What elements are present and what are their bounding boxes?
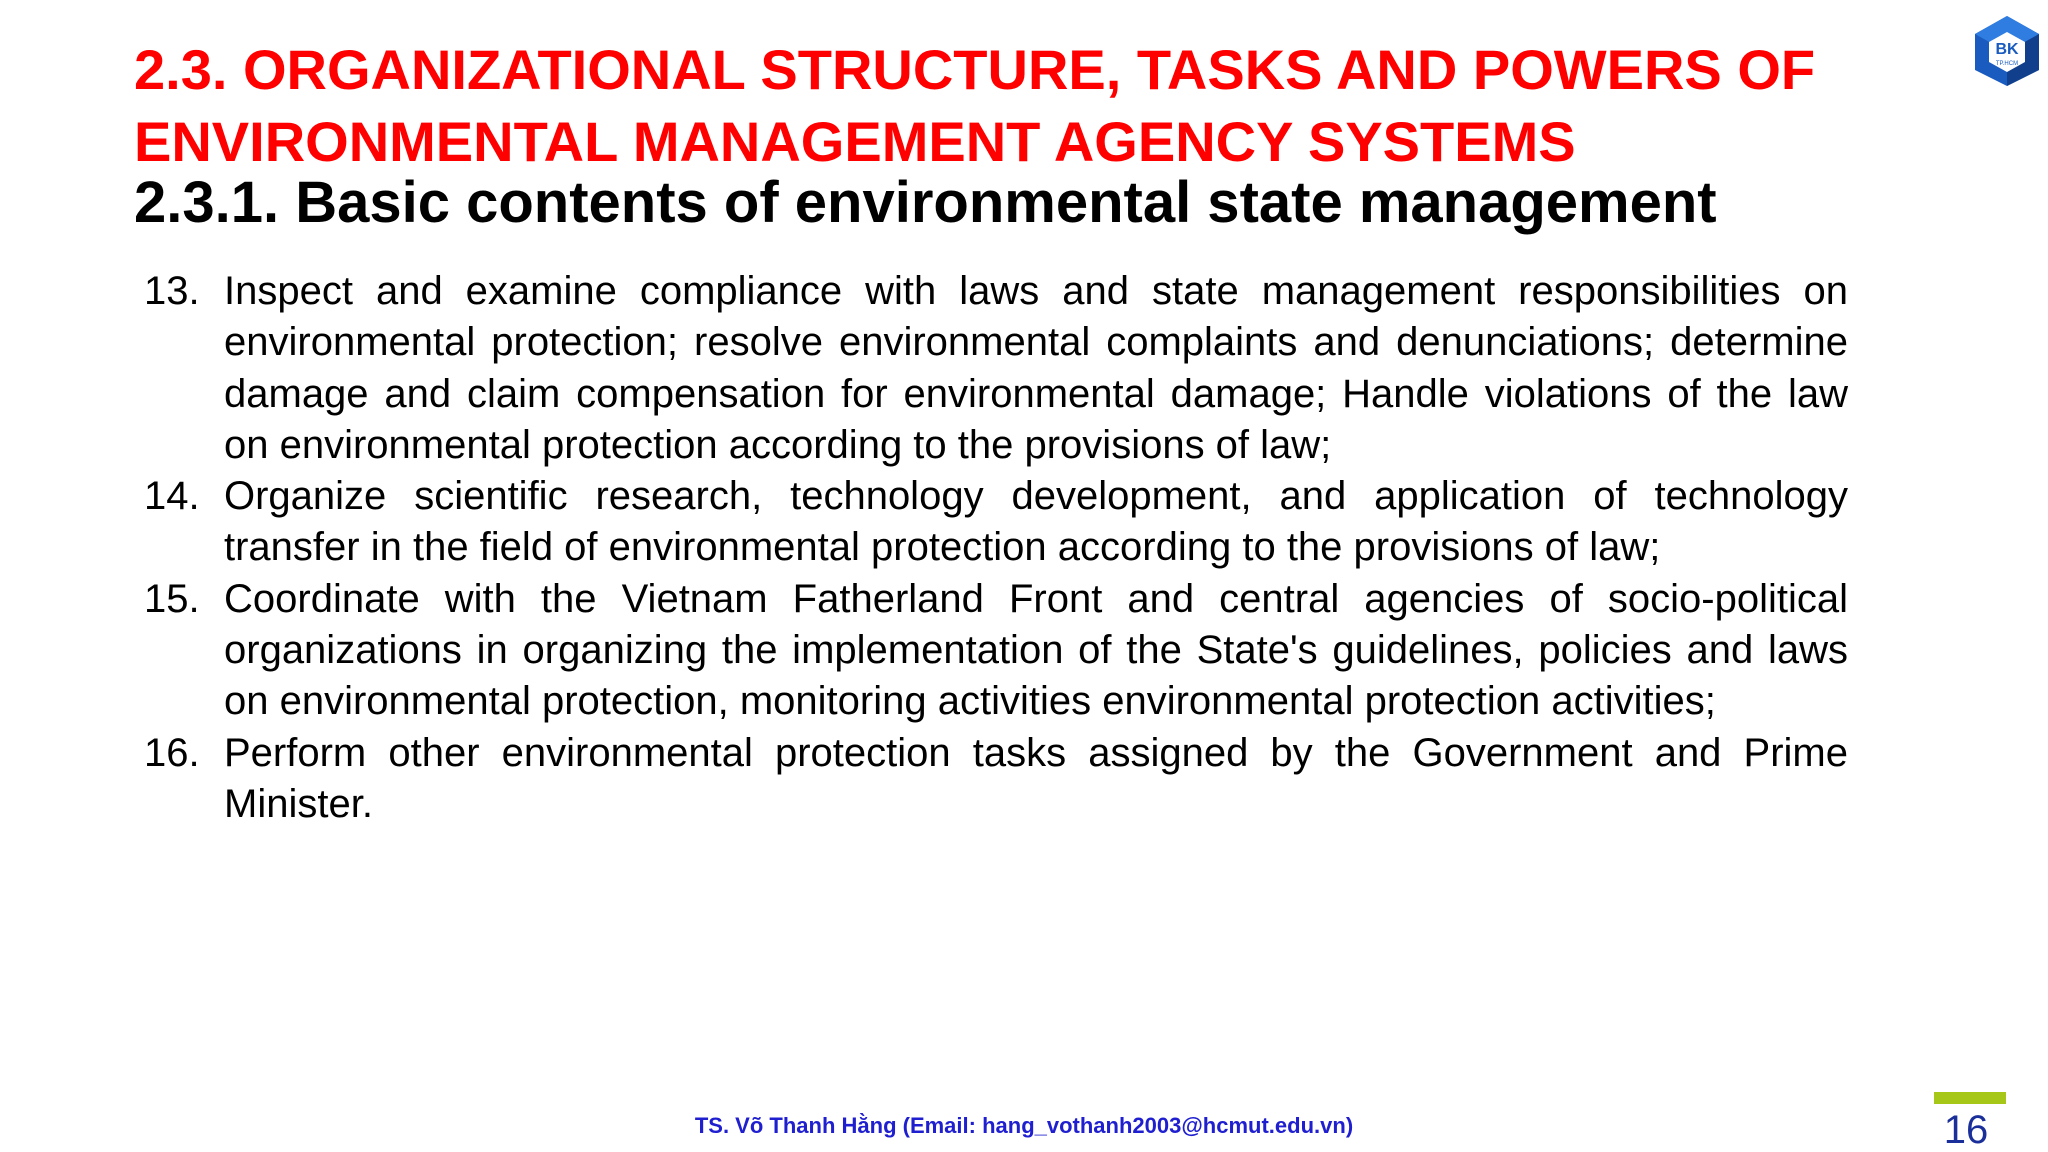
slide-title: [134, 34, 1964, 178]
university-logo: [1970, 14, 2044, 88]
list-item-number: 14.: [144, 474, 200, 519]
slide-title-line2: ENVIRONMENTAL MANAGEMENT AGENCY SYSTEMS: [134, 110, 1576, 173]
footer-accent-bar: [1934, 1092, 2006, 1104]
bk-logo-icon: [1970, 14, 2044, 88]
list-item-number: 15.: [144, 576, 200, 621]
footer-author: TS. Võ Thanh Hằng (Email: hang_vothanh2003@hcmut.edu.vn): [694, 1113, 1354, 1138]
slide-subtitle: 2.3.1. Basic contents of environmental state management: [134, 170, 1717, 235]
list-item-text: Inspect and examine compliance with laws and state management responsibilities on environmental protection; resolve environmental complaints and denunciations; determine damage and claim compensation for environmental damage; Handle violations of the law on environmental protection according to the provisions of law;: [224, 269, 1848, 467]
list-item-number: 16.: [144, 730, 200, 775]
list-item-text: Perform other environmental protection tasks assigned by the Government and Prime Minister.: [224, 730, 1848, 826]
page-number: 16: [1943, 1108, 1989, 1152]
logo-subtext: TP.HCM: [1995, 61, 2019, 67]
list-item: [144, 266, 1848, 471]
content-list: [144, 266, 1848, 830]
list-item: [144, 471, 1848, 574]
list-item: [144, 728, 1848, 831]
list-item-text: Organize scientific research, technology development, and application of technology transfer in the field of environmental protection according to the provisions of law;: [224, 474, 1848, 570]
slide-title-line1: 2.3. ORGANIZATIONAL STRUCTURE, TASKS AND POWERS OF: [134, 38, 1816, 101]
list-item-text: Coordinate with the Vietnam Fatherland Front and central agencies of socio-political organizations in organizing the implementation of the State's guidelines, policies and laws on environmental protection, monitoring activities environmental protection activities;: [224, 576, 1848, 724]
list-item: [144, 574, 1848, 728]
list-item-number: 13.: [144, 269, 200, 313]
logo-text: BK: [1995, 41, 2019, 58]
